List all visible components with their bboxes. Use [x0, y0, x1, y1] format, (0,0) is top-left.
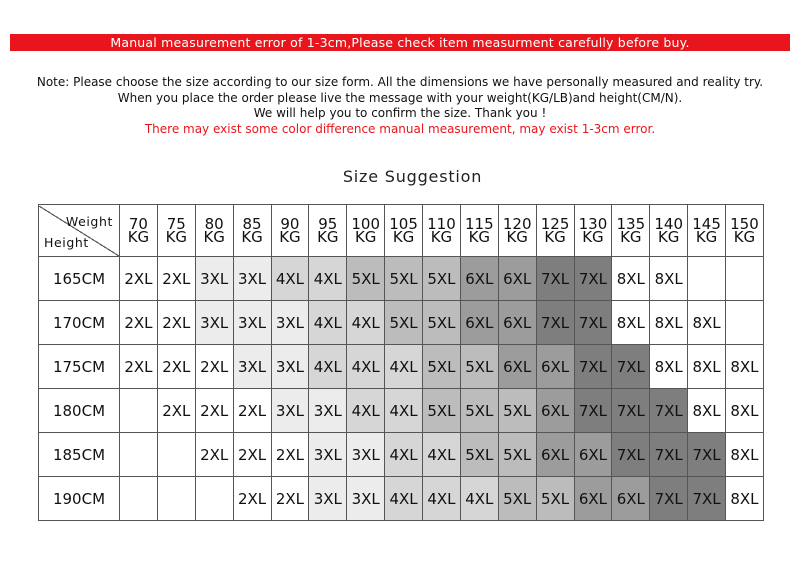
- size-cell: 4XL: [347, 345, 385, 389]
- size-cell: 5XL: [385, 257, 423, 301]
- weight-unit: KG: [506, 227, 528, 246]
- weight-value: 130: [578, 214, 608, 233]
- size-cell: 2XL: [233, 389, 271, 433]
- weight-header-cell: [612, 205, 650, 257]
- size-cell: 8XL: [612, 301, 650, 345]
- size-cell: 5XL: [423, 257, 461, 301]
- size-cell: 6XL: [498, 301, 536, 345]
- size-cell: 2XL: [271, 433, 309, 477]
- size-cell: 6XL: [536, 389, 574, 433]
- size-cell: 6XL: [460, 257, 498, 301]
- size-cell: 2XL: [195, 345, 233, 389]
- size-cell: 5XL: [347, 257, 385, 301]
- height-cell: 185CM: [39, 433, 120, 477]
- weight-value: 105: [389, 214, 418, 233]
- size-cell: 8XL: [612, 257, 650, 301]
- size-cell: [157, 433, 195, 477]
- size-cell: 7XL: [574, 301, 612, 345]
- size-cell: 3XL: [347, 477, 385, 521]
- height-cell: 190CM: [39, 477, 120, 521]
- page-title: Size Suggestion: [342, 167, 483, 186]
- size-cell: 5XL: [460, 345, 498, 389]
- size-table: [38, 204, 764, 521]
- weight-unit: KG: [695, 227, 718, 246]
- size-cell: 4XL: [423, 477, 461, 521]
- weight-unit: KG: [582, 227, 604, 246]
- size-cell: 3XL: [233, 345, 271, 389]
- weight-header-cell: [271, 205, 309, 257]
- weight-header-cell: [536, 205, 574, 257]
- size-cell: 8XL: [650, 301, 688, 345]
- size-cell: 4XL: [309, 257, 347, 301]
- size-cell: 4XL: [423, 433, 461, 477]
- weight-value: 70: [128, 214, 148, 233]
- weight-header-cell: [233, 205, 271, 257]
- size-cell: [688, 257, 726, 301]
- size-cell: 5XL: [498, 389, 536, 433]
- weight-value: 150: [730, 214, 759, 233]
- weight-value: 145: [692, 214, 721, 233]
- size-cell: 8XL: [726, 477, 764, 521]
- weight-header-cell: [347, 205, 385, 257]
- size-cell: 5XL: [423, 345, 461, 389]
- weight-value: 140: [654, 214, 683, 233]
- size-cell: 2XL: [157, 345, 195, 389]
- size-cell: [726, 257, 764, 301]
- size-cell: 7XL: [612, 389, 650, 433]
- weight-unit: KG: [279, 227, 301, 246]
- table-row: [39, 389, 764, 433]
- weight-value: 110: [427, 214, 456, 233]
- size-cell: 5XL: [423, 301, 461, 345]
- weight-unit: KG: [657, 227, 680, 246]
- size-cell: 6XL: [536, 345, 574, 389]
- weight-value: 85: [242, 214, 262, 233]
- size-cell: 3XL: [271, 345, 309, 389]
- size-cell: 5XL: [536, 477, 574, 521]
- weight-unit: KG: [430, 227, 453, 246]
- weight-value: 115: [464, 214, 494, 233]
- weight-header-cell: [157, 205, 195, 257]
- note-line-3: We will help you to confirm the size. Thank you !: [253, 106, 547, 120]
- size-cell: 3XL: [233, 301, 271, 345]
- size-cell: 7XL: [650, 477, 688, 521]
- weight-value: 120: [502, 214, 532, 233]
- size-cell: [120, 433, 158, 477]
- weight-label: Weight: [65, 213, 113, 229]
- size-cell: 4XL: [385, 345, 423, 389]
- size-cell: 3XL: [233, 257, 271, 301]
- size-cell: 4XL: [347, 301, 385, 345]
- weight-unit: KG: [620, 227, 642, 246]
- size-cell: [195, 477, 233, 521]
- height-cell: 180CM: [39, 389, 120, 433]
- size-cell: 2XL: [195, 389, 233, 433]
- size-cell: [120, 477, 158, 521]
- weight-value: 95: [318, 214, 338, 233]
- weight-unit: KG: [165, 227, 188, 246]
- size-cell: 7XL: [650, 433, 688, 477]
- weight-unit: KG: [468, 227, 491, 246]
- size-cell: 7XL: [574, 345, 612, 389]
- weight-unit: KG: [354, 227, 377, 246]
- size-cell: [120, 389, 158, 433]
- weight-header-cell: [650, 205, 688, 257]
- weight-value: 80: [204, 214, 224, 233]
- size-cell: 5XL: [423, 389, 461, 433]
- size-cell: 2XL: [120, 257, 158, 301]
- table-row: [39, 301, 764, 345]
- note-line-2: When you place the order please live the message with your weight(KG/LB)and height(CM/N).: [117, 90, 683, 105]
- size-cell: 4XL: [385, 477, 423, 521]
- height-cell: 175CM: [39, 345, 120, 389]
- size-cell: 3XL: [309, 433, 347, 477]
- corner-cell: [39, 205, 120, 257]
- size-cell: 6XL: [460, 301, 498, 345]
- size-cell: 4XL: [385, 433, 423, 477]
- weight-value: 90: [280, 214, 300, 233]
- size-cell: 4XL: [347, 389, 385, 433]
- size-cell: 8XL: [726, 389, 764, 433]
- weight-header-cell: [688, 205, 726, 257]
- size-cell: 7XL: [612, 345, 650, 389]
- size-cell: 3XL: [195, 257, 233, 301]
- size-cell: 7XL: [612, 433, 650, 477]
- size-cell: 5XL: [460, 389, 498, 433]
- size-cell: [726, 301, 764, 345]
- weight-header-cell: [423, 205, 461, 257]
- note-line-4-warning: There may exist some color difference manual measurement, may exist 1-3cm error.: [144, 121, 656, 136]
- size-cell: 4XL: [460, 477, 498, 521]
- size-cell: 4XL: [385, 389, 423, 433]
- size-cell: 8XL: [688, 345, 726, 389]
- size-cell: 2XL: [195, 433, 233, 477]
- table-row: [39, 345, 764, 389]
- weight-unit: KG: [392, 227, 415, 246]
- size-cell: 5XL: [385, 301, 423, 345]
- weight-value: 100: [351, 214, 380, 233]
- size-cell: 5XL: [460, 433, 498, 477]
- size-cell: 2XL: [157, 257, 195, 301]
- size-cell: 2XL: [233, 477, 271, 521]
- size-cell: 7XL: [688, 477, 726, 521]
- weight-unit: KG: [544, 227, 566, 246]
- weight-value: 125: [540, 214, 570, 233]
- weight-header-cell: [309, 205, 347, 257]
- weight-unit: KG: [241, 227, 263, 246]
- size-cell: 7XL: [574, 389, 612, 433]
- weight-value: 135: [616, 214, 646, 233]
- size-cell: 4XL: [309, 345, 347, 389]
- size-cell: 5XL: [498, 433, 536, 477]
- size-cell: 8XL: [726, 345, 764, 389]
- height-cell: 165CM: [39, 257, 120, 301]
- size-cell: 5XL: [498, 477, 536, 521]
- size-cell: 3XL: [271, 389, 309, 433]
- size-cell: 8XL: [688, 389, 726, 433]
- size-cell: 2XL: [157, 389, 195, 433]
- size-cell: 7XL: [650, 389, 688, 433]
- size-cell: 6XL: [498, 257, 536, 301]
- size-cell: 4XL: [271, 257, 309, 301]
- height-label: Height: [44, 234, 89, 250]
- size-cell: 2XL: [233, 433, 271, 477]
- size-cell: 6XL: [612, 477, 650, 521]
- size-cell: 2XL: [120, 301, 158, 345]
- size-cell: 6XL: [536, 433, 574, 477]
- size-cell: 8XL: [726, 433, 764, 477]
- size-cell: 7XL: [688, 433, 726, 477]
- size-cell: [157, 477, 195, 521]
- weight-unit: KG: [203, 227, 225, 246]
- weight-header-cell: [120, 205, 158, 257]
- weight-header-cell: [574, 205, 612, 257]
- size-cell: 8XL: [650, 257, 688, 301]
- table-row: [39, 433, 764, 477]
- weight-header-row: [39, 205, 764, 257]
- size-cell: 2XL: [157, 301, 195, 345]
- size-cell: 3XL: [195, 301, 233, 345]
- size-cell: 2XL: [271, 477, 309, 521]
- size-cell: 7XL: [536, 301, 574, 345]
- size-cell: 8XL: [688, 301, 726, 345]
- weight-header-cell: [498, 205, 536, 257]
- size-cell: 7XL: [536, 257, 574, 301]
- table-row: [39, 477, 764, 521]
- weight-unit: KG: [733, 227, 756, 246]
- size-cell: 8XL: [650, 345, 688, 389]
- weight-header-cell: [195, 205, 233, 257]
- note-line-1: Note: Please choose the size according to our size form. All the dimensions we have personally measured and reality try.: [36, 75, 764, 89]
- size-cell: 3XL: [271, 301, 309, 345]
- weight-value: 75: [166, 214, 186, 233]
- size-cell: 3XL: [347, 433, 385, 477]
- size-cell: 6XL: [574, 433, 612, 477]
- weight-header-cell: [460, 205, 498, 257]
- weight-header-cell: [385, 205, 423, 257]
- warning-banner: Manual measurement error of 1-3cm,Please check item measurment carefully before buy.: [10, 34, 790, 51]
- weight-unit: KG: [127, 227, 150, 246]
- size-cell: 7XL: [574, 257, 612, 301]
- weight-header-cell: [726, 205, 764, 257]
- height-cell: 170CM: [39, 301, 120, 345]
- size-cell: 3XL: [309, 389, 347, 433]
- size-cell: 3XL: [309, 477, 347, 521]
- size-cell: 4XL: [309, 301, 347, 345]
- notes: [0, 75, 800, 137]
- weight-unit: KG: [317, 227, 339, 246]
- table-row: [39, 257, 764, 301]
- size-cell: 2XL: [120, 345, 158, 389]
- size-cell: 6XL: [498, 345, 536, 389]
- size-cell: 6XL: [574, 477, 612, 521]
